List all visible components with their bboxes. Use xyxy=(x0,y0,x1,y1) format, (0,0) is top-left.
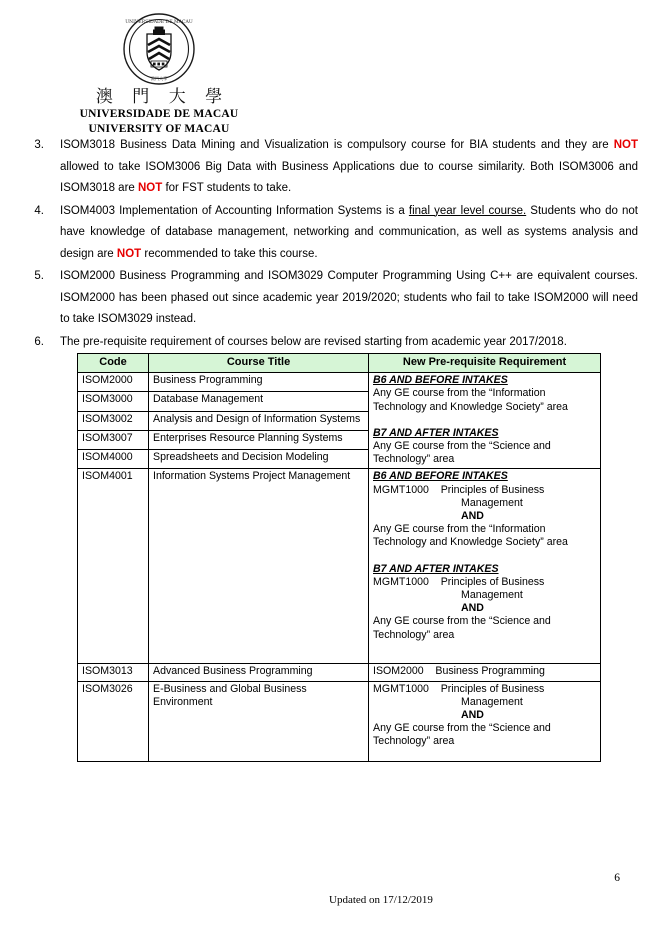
requirement-text: Any GE course from the “Information Technology and Knowledge Society” area xyxy=(373,523,568,549)
logo-chinese-name: 澳 門 大 學 xyxy=(95,87,230,107)
requirement-course-continuation: Management xyxy=(461,589,523,602)
requirement-and-connector: AND xyxy=(461,510,484,523)
table-row xyxy=(78,469,601,664)
cell-course-title: Database Management xyxy=(149,392,369,411)
cell-course-title: Information Systems Project Management xyxy=(149,469,369,664)
cell-course-code: ISOM3000 xyxy=(78,392,149,411)
requirement-and-connector: AND xyxy=(461,602,484,615)
emphasis-not: NOT xyxy=(116,247,142,260)
requirement-course-code: ISOM2000 xyxy=(373,665,424,678)
cell-course-code: ISOM2000 xyxy=(78,373,149,392)
list-item-number: 5. xyxy=(34,270,44,282)
spacer xyxy=(373,550,596,563)
list-item-text xyxy=(60,201,638,266)
text-run: for FST students to take. xyxy=(162,182,292,194)
cell-course-code: ISOM3013 xyxy=(78,664,149,681)
text-run: The pre-requisite requirement of courses below are revised starting from academic year 2017/2018. xyxy=(60,335,567,348)
list-item xyxy=(26,266,638,331)
logo-portuguese-name: UNIVERSIDADE DE MACAU xyxy=(79,107,239,120)
cell-course-title: Spreadsheets and Decision Modeling xyxy=(149,450,369,469)
column-header-title: Course Title xyxy=(149,354,369,373)
svg-text:澳門大學: 澳門大學 xyxy=(150,76,168,81)
requirement-text: Any GE course from the “Science and Technology” area xyxy=(373,722,551,748)
list-item xyxy=(26,135,638,200)
list-item xyxy=(26,201,638,266)
requirement-text: Any GE course from the “Science and Technology” area xyxy=(373,440,551,466)
requirement-course-name: Business Programming xyxy=(423,665,545,678)
cell-prerequisite-requirement xyxy=(369,373,601,469)
list-item-text xyxy=(60,135,638,200)
cell-course-code: ISOM4001 xyxy=(78,469,149,664)
cell-course-title: Enterprises Resource Planning Systems xyxy=(149,430,369,449)
table-row xyxy=(78,373,601,392)
logo-english-name: UNIVERSITY OF MACAU xyxy=(88,123,230,136)
list-item xyxy=(26,332,638,354)
list-item-number: 4. xyxy=(34,204,44,217)
requirement-course-code: MGMT1000 xyxy=(373,575,429,588)
emphasis-not: NOT xyxy=(613,139,638,151)
updated-on-text: Updated on 17/12/2019 xyxy=(329,894,433,906)
cell-course-code: ISOM4000 xyxy=(78,450,149,469)
requirement-and-connector: AND xyxy=(461,709,484,722)
cell-prerequisite-requirement xyxy=(369,664,601,681)
table-body xyxy=(78,373,601,761)
requirement-intake-heading: B7 AND AFTER INTAKES xyxy=(373,426,499,439)
requirement-intake-heading: B6 AND BEFORE INTAKES xyxy=(373,374,508,387)
text-run: allowed to take ISOM3006 Big Data with Business Applications due to course similarity. Both ISOM3006 and ISOM3018 are xyxy=(60,160,638,194)
requirement-intake-heading: B7 AND AFTER INTAKES xyxy=(373,562,499,575)
university-crest-icon xyxy=(122,12,196,86)
requirement-course-code: MGMT1000 xyxy=(373,682,429,695)
cell-course-code: ISOM3007 xyxy=(78,430,149,449)
requirement-course-line xyxy=(373,484,596,497)
svg-text:UNIVERSIDADE DE MACAU: UNIVERSIDADE DE MACAU xyxy=(125,20,193,25)
text-run: Students who do not have knowledge of database management, networking and communication, as well as systems analysis and design are xyxy=(60,204,638,260)
page-number: 6 xyxy=(614,872,620,884)
text-run: ISOM3018 Business Data Mining and Visualization is compulsory course for BIA students and they are xyxy=(60,139,614,151)
list-item-text xyxy=(60,332,638,354)
cell-prerequisite-requirement xyxy=(369,469,601,664)
cell-course-title: Business Programming xyxy=(149,373,369,392)
requirement-course-name: Principles of Business xyxy=(428,483,545,496)
requirement-course-name: Principles of Business xyxy=(428,682,545,695)
underlined-phrase: final year level course. xyxy=(408,204,527,217)
spacer xyxy=(373,414,596,427)
column-header-code: Code xyxy=(78,354,149,373)
requirement-course-continuation: Management xyxy=(461,695,523,708)
prerequisite-table xyxy=(77,353,601,762)
cell-course-code: ISOM3002 xyxy=(78,411,149,430)
requirement-text: Any GE course from the “Information Technology and Knowledge Society” area xyxy=(373,387,568,413)
cell-course-title: Advanced Business Programming xyxy=(149,664,369,681)
cell-course-title: E-Business and Global Business Environment xyxy=(149,681,369,761)
requirement-course-continuation: Management xyxy=(461,496,523,509)
table-row xyxy=(78,681,601,761)
requirement-text: Any GE course from the “Science and Technology” area xyxy=(373,615,551,641)
university-letterhead xyxy=(44,12,274,138)
table-row xyxy=(78,664,601,681)
requirement-course-line xyxy=(373,576,596,589)
list-item-number: 6. xyxy=(34,335,44,348)
requirement-course-line xyxy=(373,665,596,678)
column-header-requirement: New Pre-requisite Requirement xyxy=(369,354,601,373)
cell-course-code: ISOM3026 xyxy=(78,681,149,761)
requirement-course-name: Principles of Business xyxy=(428,575,545,588)
notes-list xyxy=(26,135,638,354)
cell-prerequisite-requirement xyxy=(369,681,601,761)
list-item-text xyxy=(60,266,638,331)
emphasis-not: NOT xyxy=(137,182,163,194)
cell-course-title: Analysis and Design of Information Systems xyxy=(149,411,369,430)
text-run: ISOM4003 Implementation of Accounting Information Systems is a xyxy=(60,204,409,217)
requirement-course-line xyxy=(373,683,596,696)
prerequisite-table-wrapper xyxy=(77,353,600,762)
requirement-course-code: MGMT1000 xyxy=(373,483,429,496)
list-item-number: 3. xyxy=(34,139,44,151)
text-run: ISOM2000 Business Programming and ISOM3029 Computer Programming Using C++ are equivalent courses. ISOM2000 has been phased out since academic year 2019/2020; students who fail to take ISOM2000 will need to take ISOM3029 instead. xyxy=(60,270,638,325)
text-run: recommended to take this course. xyxy=(141,247,318,260)
requirement-intake-heading: B6 AND BEFORE INTAKES xyxy=(373,470,508,483)
table-header-row xyxy=(78,354,601,373)
